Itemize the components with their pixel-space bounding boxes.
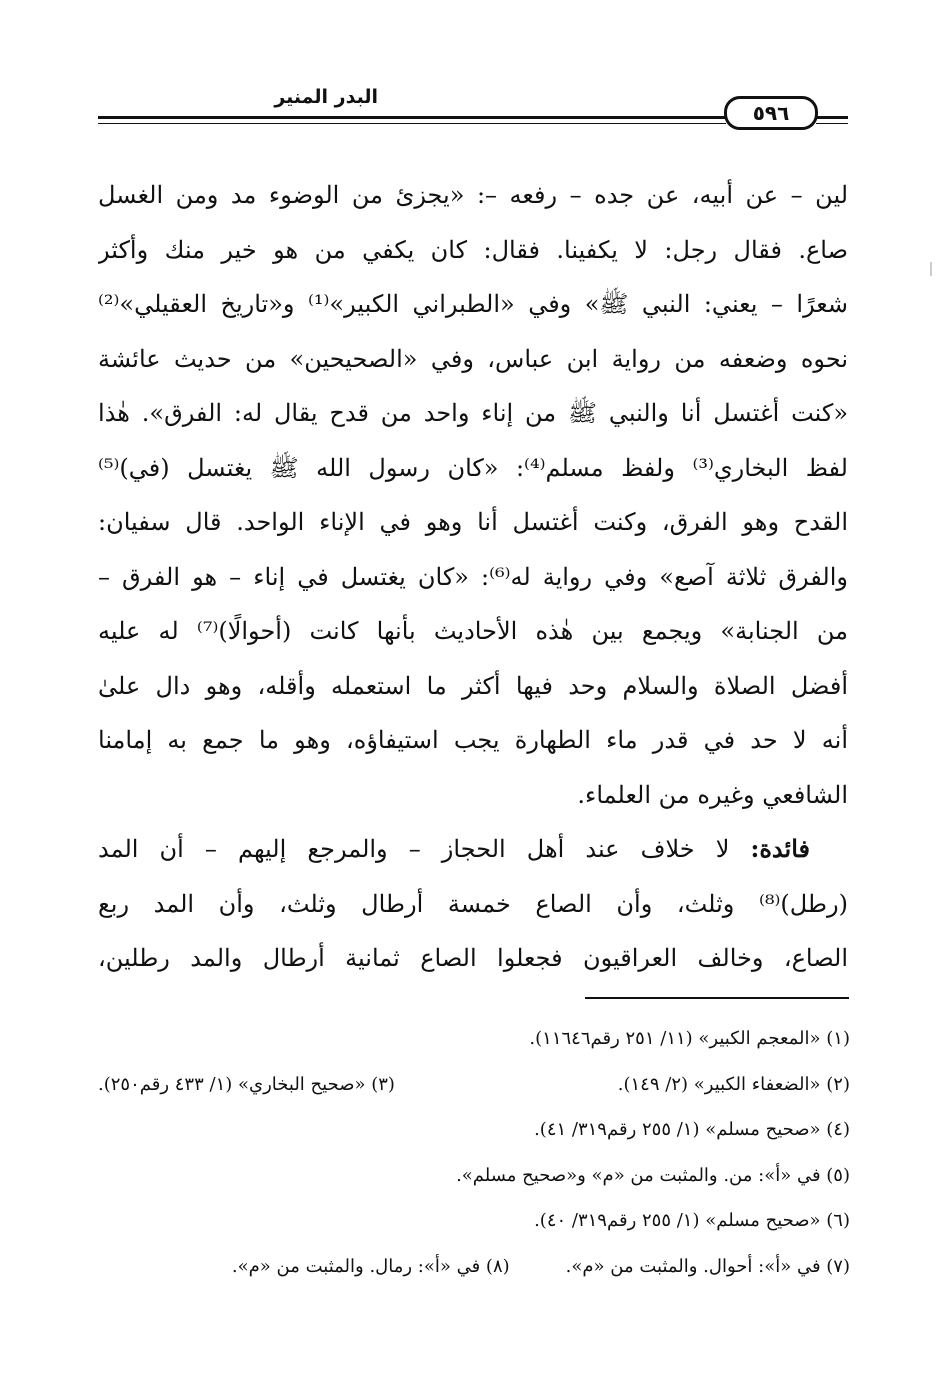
text-line: القدح وهو الفرق، وكنت أغتسل أنا وهو في الإناء الواحد. قال سفيان: [98,508,848,536]
text-line: نحوه وضعفه من رواية ابن عباس، وفي «الصحيحين» من حديث عائشة [98,344,848,373]
running-header [98,86,848,132]
text-line: الشافعي وغيره من العلماء. [577,780,848,809]
footnote: (٨) في «أ»: رمال. والمثبت من «م». [231,1255,510,1277]
benefit-text: لا خلاف عند أهل الحجاز – والمرجع إليهم – أن المد [98,835,730,863]
text-line: «كنت أغتسل أنا والنبي ﷺ من إناء واحد من قدح يقال له: الفرق». هٰذا [98,399,848,427]
footnote: (٤) «صحيح مسلم» (١/ ٢٥٥ رقم٣١٩/ ٤١). [534,1119,850,1140]
text-line: صاع. فقال رجل: لا يكفينا. فقال: كان يكفي من هو خير منك وأكثر [98,235,848,264]
margin-mark [930,262,932,276]
header-rule-right-thin [816,123,848,124]
footnote: (٢) «الضعفاء الكبير» (٢/ ١٤٩). [617,1073,850,1095]
text-line: من الجنابة» ويجمع بين هٰذه الأحاديث بأنها كانت (أحوالًا)⁽⁷⁾ له عليه [98,617,848,645]
header-rule-thin [98,123,726,124]
footnote-pair [98,1244,850,1290]
benefit-first-line [98,822,848,877]
header-rule-thick [98,116,726,119]
footnote: (٣) «صحيح البخاري» (١/ ٤٣٣ رقم٢٥٠). [98,1073,395,1095]
text-line: أنه لا حد في قدر ماء الطهارة يجب استيفاؤه، وهو ما جمع به إمامنا [98,726,848,754]
header-rule-right-thick [816,116,848,119]
text-line: (رطل)⁽⁸⁾ وثلث، وأن الصاع خمسة أرطال وثلث، وأن المد ربع [98,889,848,918]
footnote-pair [98,1062,850,1108]
text-line: الصاع، وخالف العراقيون فجعلوا الصاع ثمانية أرطال والمد رطلين، [98,944,848,972]
book-title: البدر المنير [274,86,378,108]
text-line: شعرًا – يعني: النبي ﷺ» وفي «الطبراني الكبير»⁽¹⁾ و«تاريخ العقيلي»⁽²⁾ [98,290,848,318]
footnote: (٦) «صحيح مسلم» (١/ ٢٥٥ رقم٣١٩/ ٤٠). [534,1210,850,1231]
footnotes [98,1016,850,1289]
footnote-separator [585,997,849,999]
benefit-label: فائدة: [750,834,810,863]
footnote: (١) «المعجم الكبير» (١١/ ٢٥١ رقم١١٦٤٦). [529,1028,850,1049]
footnote: (٥) في «أ»: من. والمثبت من «م» و«صحيح مسلم». [456,1164,850,1186]
text-line: لين – عن أبيه، عن جده – رفعه –: «يجزئ من الوضوء مد ومن الغسل [98,181,848,209]
main-text [98,168,848,986]
text-line: أفضل الصلاة والسلام وحد فيها أكثر ما استعمله وأقله، وهو دال علىٰ [98,671,848,700]
text-line: لفظ البخاري⁽³⁾ ولفظ مسلم⁽⁴⁾: «كان رسول الله ﷺ يغتسل (في)⁽⁵⁾ [98,453,848,482]
footnote: (٧) في «أ»: أحوال. والمثبت من «م». [565,1255,850,1277]
text-line: والفرق ثلاثة آصع» وفي رواية له⁽⁶⁾: «كان يغتسل في إناء – هو الفرق – [98,562,848,591]
page-number: ٥٩٦ [724,96,818,130]
